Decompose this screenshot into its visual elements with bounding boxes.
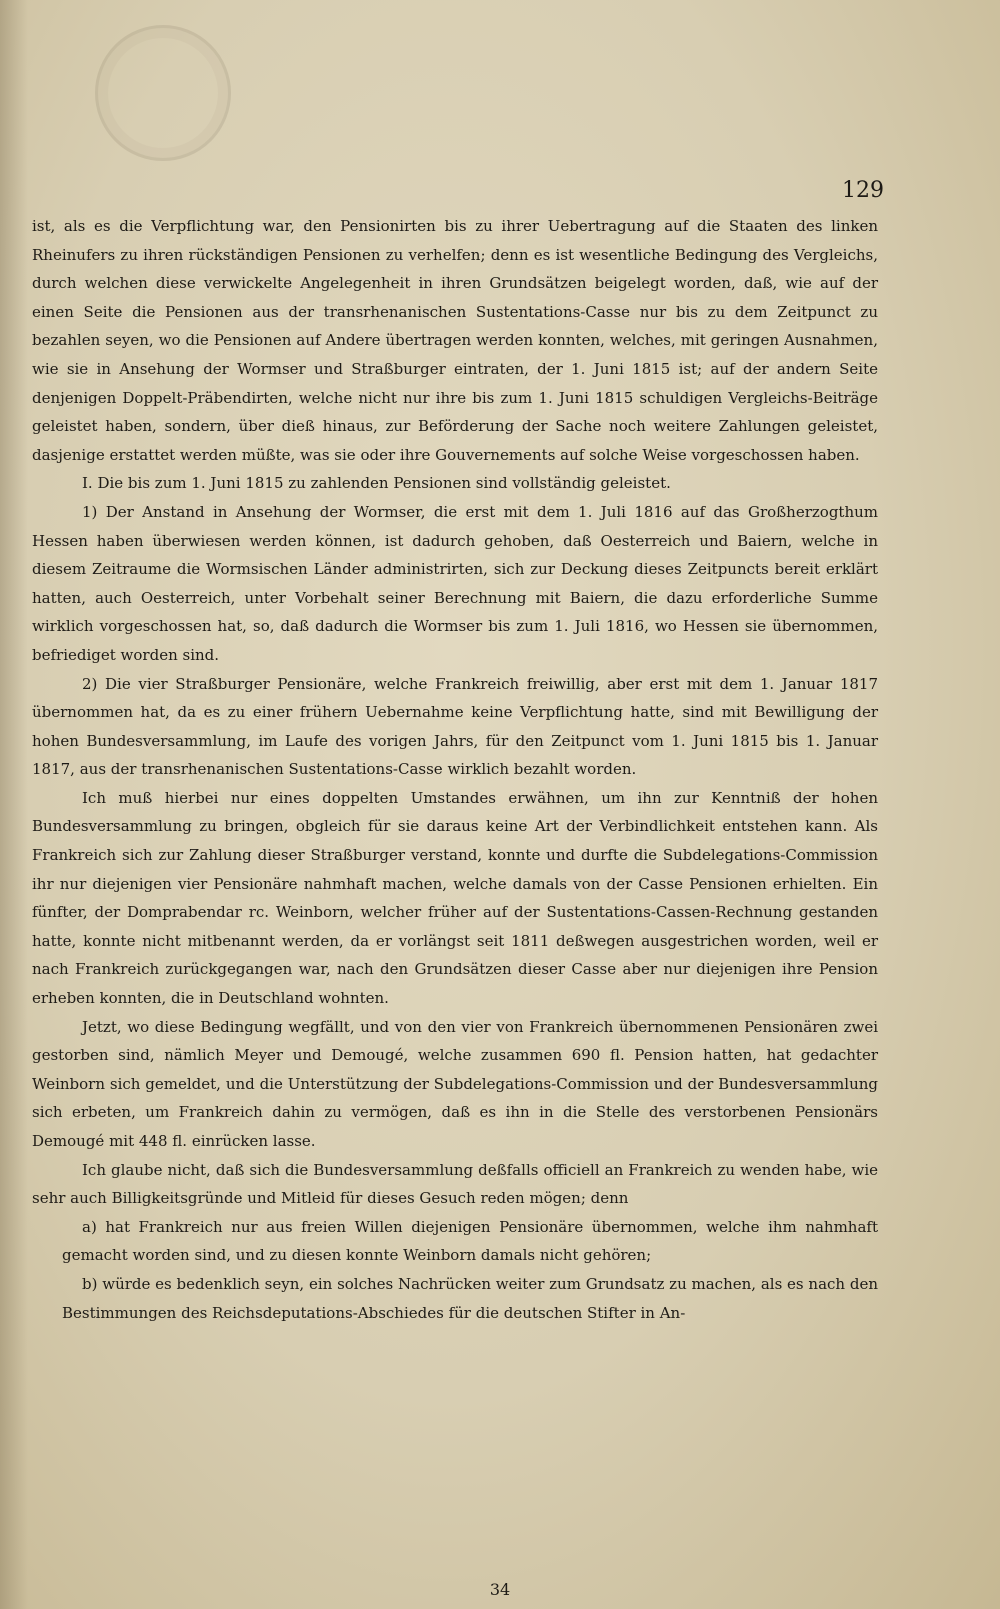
paragraph-section-i: I. Die bis zum 1. Juni 1815 zu zahlenden Pensionen sind vollständig geleistet. — [82, 474, 671, 493]
paragraph-current-request: Jetzt, wo diese Bedingung wegfällt, und von den vier von Frankreich übernommenen Pensionären zwei gestorben sind, nämlich Meyer und Demougé, welche zusammen 690 fl. Pension hatten, hat gedachter Weinborn sich gemeldet, und die Unterstützung der Subdelegations-Commission und der Bundesversammlung sich erbeten, um Frankreich dahin zu vermögen, daß es ihn in die Stelle des verstorbenen Pensionärs Demougé mit 448 fl. einrücken lasse. — [32, 1017, 878, 1150]
paragraph-weinborn-note: Ich muß hierbei nur eines doppelten Umstandes erwähnen, um ihn zur Kenntniß der hohen Bundesversammlung zu bringen, obgleich für sie daraus keine Art der Verbindlichkeit entstehen kann. Als Frankreich sich zur Zahlung dieser Straßburger verstand, konnte und durfte die Subdelegations-Commission ihr nur diejenigen vier Pensionäre nahmhaft machen, welche damals von der Casse Pensionen erhielten. Ein fünfter, der Domprabendar rc. Weinborn, welcher früher auf der Sustentations-Cassen-Rechnung gestanden hatte, konnte nicht mitbenannt werden, da er vorlängst seit 1811 deßwegen ausgestrichen worden, weil er nach Frankreich zurückgegangen war, nach den Grundsätzen dieser Casse aber nur diejenigen ihre Pension erheben konnten, die in Deutschland wohnten. — [32, 788, 878, 1008]
paragraph-item-1: 1) Der Anstand in Ansehung der Wormser, die erst mit dem 1. Juli 1816 auf das Großherzogthum Hessen haben überwiesen werden können, ist dadurch gehoben, daß Oesterreich und Baiern, welche in diesem Zeitraume die Wormsischen Länder administrirten, sich zur Deckung dieses Zeitpuncts bereit erklärt hatten, auch Oesterreich, unter Vorbehalt seiner Berechnung mit Baiern, die dazu erforderliche Summe wirklich vorgeschossen hat, so, daß dadurch die Wormser bis zum 1. Juli 1816, wo Hessen sie übernommen, befriediget worden sind. — [32, 502, 878, 664]
paragraph-item-2: 2) Die vier Straßburger Pensionäre, welche Frankreich freiwillig, aber erst mit dem 1. Januar 1817 übernommen hat, da es zu einer frühern Uebernahme keine Verpflichtung hatte, sind mit Bewilligung der hohen Bundesversammlung, im Laufe des vorigen Jahrs, für den Zeitpunct vom 1. Juni 1815 bis 1. Januar 1817, aus der transrhenanischen Sustentations-Casse wirklich bezahlt worden. — [32, 674, 878, 779]
paragraph-continuation: ist, als es die Verpflichtung war, den Pensionirten bis zu ihrer Uebertragung auf die Staaten des linken Rheinufers zu ihren rückständigen Pensionen zu verhelfen; denn es ist wesentliche Bedingung des Vergleichs, durch welchen diese verwickelte Angelegenheit in ihren Grundsätzen beigelegt worden, daß, wie auf der einen Seite die Pensionen aus der transrhenanischen Sustentations-Casse nur bis zu dem Zeitpunct zu bezahlen seyen, wo die Pensionen auf Andere übertragen werden konnten, welches, mit geringen Ausnahmen, wie sie in Ansehung der Wormser und Straßburger eintraten, der 1. Juni 1815 ist; auf der andern Seite denjenigen Doppelt-Präbendirten, welche nicht nur ihre bis zum 1. Juni 1815 schuldigen Vergleichs-Beiträge geleistet haben, sondern, über dieß hinaus, zur Beförderung der Sache noch weitere Zahlungen geleistet, dasjenige erstattet werden müßte, was sie oder ihre Gouvernements auf solche Weise vorgeschossen haben. — [32, 217, 878, 464]
signature-mark: 34 — [489, 1580, 511, 1599]
list-item-a: a) hat Frankreich nur aus freien Willen diejenigen Pensionäre übernommen, welche ihm nahmhaft gemacht worden sind, und zu diesen konnte Weinborn damals nicht gehören; — [62, 1217, 878, 1265]
list-item-b: b) würde es bedenklich seyn, ein solches Nachrücken weiter zum Grundsatz zu machen, als es nach den Bestimmungen des Reichsdeputations-Abschiedes für die deutschen Stifter in An- — [62, 1274, 878, 1322]
faded-library-stamp — [95, 25, 231, 161]
body-text — [32, 212, 878, 1327]
paragraph-opinion: Ich glaube nicht, daß sich die Bundesversammlung deßfalls officiell an Frankreich zu wenden habe, wie sehr auch Billigkeitsgründe und Mitleid für dieses Gesuch reden mögen; denn — [32, 1160, 878, 1208]
binding-shadow — [0, 0, 28, 1609]
page-number: 129 — [842, 178, 884, 203]
